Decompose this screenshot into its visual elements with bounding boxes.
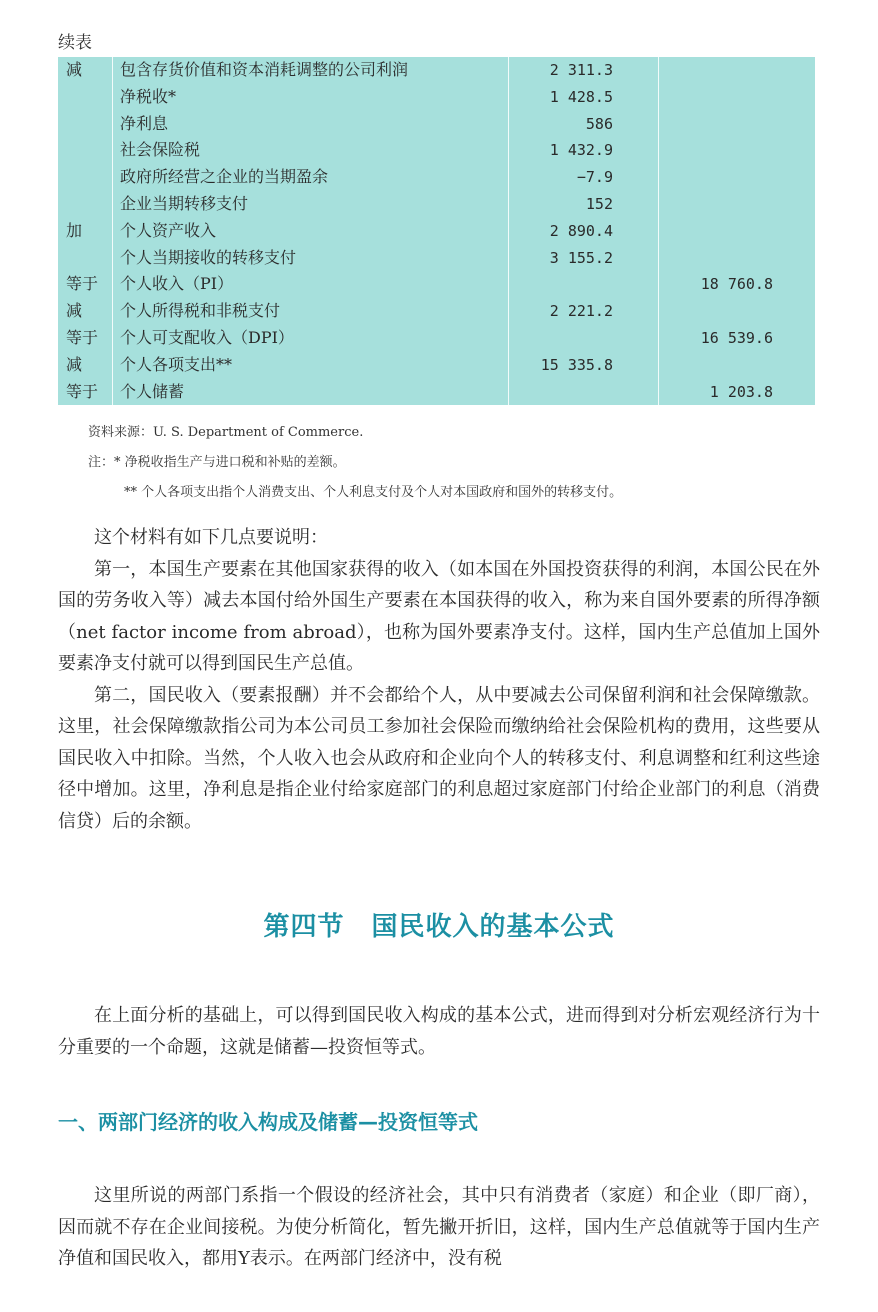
table-total: 18 760.8 <box>700 275 773 294</box>
table-item: 个人收入（PI） <box>120 274 234 294</box>
table-value: 2 311.3 <box>549 61 613 79</box>
table-row <box>58 111 815 138</box>
table-operator: 减 <box>66 301 83 321</box>
table-operator: 等于 <box>66 327 99 347</box>
table-operator: 等于 <box>66 274 99 294</box>
body-text <box>58 1180 820 1275</box>
table-row <box>58 84 815 111</box>
table-column-divider <box>508 57 509 405</box>
table-row <box>58 379 815 406</box>
table-source: 资料来源：U. S. Department of Commerce. <box>88 425 364 440</box>
paragraph: 这个材料有如下几点要说明： <box>94 527 328 548</box>
paragraph: 第二，国民收入（要素报酬）并不会都给个人，从中要减去公司保留利润和社会保障缴款。这里，社会保障缴款指公司为本公司员工参加社会保险而缴纳给社会保险机构的费用，这些要从国民收入中扣除。当然，个人收入也会从政府和企业向个人的转移支付、利息调整和红利这些途径中增加。这里，净利息是指企业付给家庭部门的利息超过家庭部门付给企业部门的利息（消费信贷）后的余额。 <box>58 684 820 832</box>
table-item: 个人资产收入 <box>120 220 217 240</box>
paragraph: 第一，本国生产要素在其他国家获得的收入（如本国在外国投资获得的利润，本国公民在外国的劳务收入等）减去本国付给外国生产要素在本国获得的收入，称为来自国外要素的所得净额（net factor income from abroad），也称为国外要素净支付。这样，国内生产总值加上国外要素净支付就可以得到国民生产总值。 <box>58 558 820 674</box>
table-operator: 减 <box>66 60 83 79</box>
table-notes <box>88 418 622 508</box>
body-text <box>58 1000 820 1063</box>
table-value: 1 432.9 <box>549 141 613 160</box>
paragraph: 这里所说的两部门系指一个假设的经济社会，其中只有消费者（家庭）和企业（即厂商），因而就不存在企业间接税。为使分析简化，暂先撇开折旧，这样，国内生产总值就等于国内生产净值和国民收入，都用Y表示。在两部门经济中，没有税 <box>58 1185 820 1269</box>
table-item: 包含存货价值和资本消耗调整的公司利润 <box>120 60 409 79</box>
table-row <box>58 271 815 298</box>
table-value: 15 335.8 <box>540 355 613 374</box>
table-item: 政府所经营之企业的当期盈余 <box>120 167 329 187</box>
income-table <box>58 57 815 405</box>
table-row <box>58 352 815 379</box>
paragraph: 在上面分析的基础上，可以得到国民收入构成的基本公式，进而得到对分析宏观经济行为十分重要的一个命题，这就是储蓄—投资恒等式。 <box>58 1005 820 1058</box>
table-total: 16 539.6 <box>700 328 773 347</box>
table-row <box>58 298 815 325</box>
table-operator: 减 <box>66 354 83 374</box>
table-row <box>58 191 815 218</box>
table-value: 152 <box>585 194 613 213</box>
table-item: 企业当期转移支付 <box>120 193 249 213</box>
table-item: 个人当期接收的转移支付 <box>120 247 297 267</box>
table-value: 1 428.5 <box>549 87 613 106</box>
table-row <box>58 325 815 352</box>
table-value: 2 890.4 <box>549 221 613 240</box>
table-operator: 加 <box>66 220 83 240</box>
table-item: 个人各项支出** <box>120 354 233 374</box>
table-row <box>58 137 815 164</box>
table-row <box>58 57 815 84</box>
table-column-divider <box>112 57 113 405</box>
table-item: 个人储蓄 <box>120 381 185 401</box>
table-operator: 等于 <box>66 381 99 401</box>
table-value: −7.9 <box>576 168 613 187</box>
table-value: 3 155.2 <box>549 248 613 267</box>
table-item: 净税收* <box>120 86 177 106</box>
table-value: 586 <box>585 114 613 133</box>
table-item: 净利息 <box>120 113 169 133</box>
body-text <box>58 522 820 837</box>
table-row <box>58 245 815 272</box>
table-note: 注：* 净税收指生产与进口税和补贴的差额。 <box>88 455 346 470</box>
table-row <box>58 218 815 245</box>
continued-label: 续表 <box>58 33 92 53</box>
table-note: ** 个人各项支出指个人消费支出、个人利息支付及个人对本国政府和国外的转移支付。 <box>124 485 623 500</box>
table-item: 社会保险税 <box>120 140 201 160</box>
table-item: 个人所得税和非税支付 <box>120 301 281 321</box>
table-total: 1 203.8 <box>709 382 773 401</box>
table-item: 个人可支配收入（DPI） <box>120 327 294 347</box>
table-column-divider <box>658 57 659 405</box>
section-title: 第四节 国民收入的基本公式 <box>263 912 615 942</box>
table-row <box>58 164 815 191</box>
subsection-title: 一、两部门经济的收入构成及储蓄—投资恒等式 <box>58 1110 478 1134</box>
table-value: 2 221.2 <box>549 302 613 321</box>
